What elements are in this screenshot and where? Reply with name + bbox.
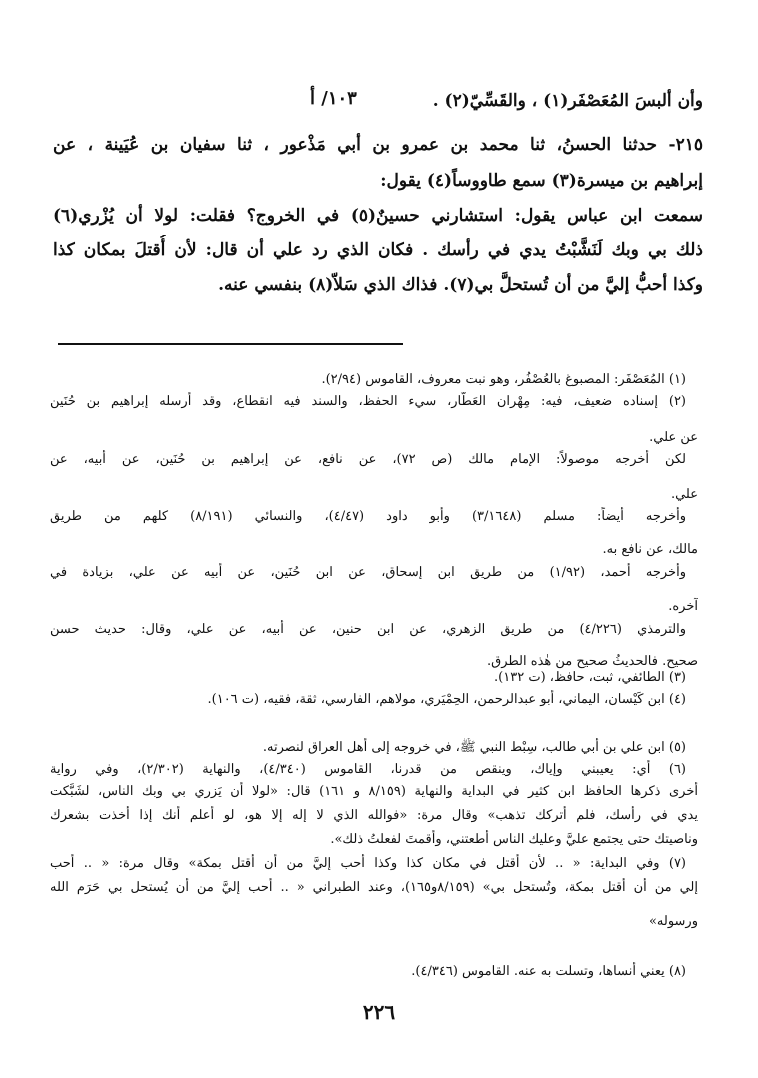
main-text-line-1: وأن ألبسَ المُعَصْفَر(١) ، والقَسِّيّ(٢) .	[432, 91, 703, 111]
footnote-2-line-7: وأخرجه أحمد، (١/٩٢) من طريق ابن إسحاق، عن ابن حُنَين، عن أبيه عن علي، بزيادة في	[50, 565, 686, 580]
footnote-8: (٨) يعني أنساها، وتسلت به عنه. القاموس (٤/٣٤٦).	[411, 964, 686, 979]
footnote-2-line-1: (٢) إسناده ضعيف، فيه: مِهْران العَطَّار، سيء الحفظ، والسند فيه انقطاع، وقد أرسله إبراهيم بن حُنَين	[50, 394, 686, 409]
footnote-5: (٥) ابن علي بن أبي طالب، سِبْط النبي ﷺ، في خروجه إلى أهل العراق لنصرته.	[262, 740, 686, 755]
main-text-line-5: ذلك بي وبك لَنَشَّبْتُ يدي في رأسك . فكان الذي رد علي أن قال: لأن أُقتلَ بمكان كذا	[53, 240, 703, 260]
page-number: ٢٢٦	[362, 1000, 396, 1024]
main-text-line-3: إبراهيم بن ميسرة(٣) سمع طاووساً(٤) يقول:	[380, 171, 703, 191]
main-text-line-2: ٢١٥- حدثنا الحسنُ، ثنا محمد بن عمرو بن أبي مَذْعور ، ثنا سفيان بن عُيَينة ، عن	[53, 135, 703, 155]
footnote-separator-rule	[58, 343, 403, 345]
folio-marker: ١٠٣/ أ	[310, 88, 357, 109]
footnote-2-line-10: صحيح. فالحديثُ صحيح من هٰذه الطرق.	[487, 654, 698, 669]
footnote-6-line-4: وناصيتك حتى يجتمع عليَّ وعليك الناس أطعتني، وأقمتَ لفعلتُ ذلك».	[330, 832, 698, 847]
footnote-2-line-9: والترمذي (٤/٢٢٦) من طريق الزهري، عن ابن حنين، عن أبيه، عن علي، وقال: حديث حسن	[50, 622, 686, 637]
main-text-line-4: سمعت ابن عباس يقول: استشارني حسينٌ(٥) في الخروج؟ فقلت: لولا أن يُزْري(٦)	[53, 206, 703, 226]
main-text-line-6: وكذا أحبُّ إليَّ من أن تُستحلَّ بي(٧). فذاك الذي سَلاّ(٨) بنفسي عنه.	[218, 275, 703, 295]
footnote-2-line-3: لكن أخرجه موصولاً: الإمام مالك (ص ٧٢)، عن نافع، عن إبراهيم بن حُنَين، عن أبيه، عن	[50, 452, 686, 467]
footnote-7-line-1: (٧) وفي البداية: « .. لأن أقتل في مكان كذا وكذا أحب إليَّ من أن أُقتل بمكة» وقال مرة: « .. أحب	[50, 856, 686, 871]
footnote-3: (٣) الطائفي، ثبت، حافظ، (ت ١٣٢).	[494, 670, 686, 685]
footnote-6-line-3: يدي في رأسك، فلم أتركك تذهب» وقال مرة: «فوالله الذي لا إله إلا هو، لو أعلم أنك إذا أخذت بشعرك	[50, 808, 698, 823]
footnote-1: (١) المُعَصْفَر: المصبوغ بالعُصْفُر، وهو نبت معروف، القاموس (٢/٩٤).	[321, 372, 686, 387]
footnote-7-line-2: إلي من أن أقتل بمكة، وتُستحل بي» (٨/١٥٩و١٦٥)، وعند الطبراني « .. أحب إليَّ من أن يُستحل بي حَرَم الله	[50, 880, 698, 895]
footnote-7-line-3: ورسوله»	[648, 914, 698, 929]
footnote-6-line-2: أخرى ذكرها الحافظ ابن كثير في البداية والنهاية (٨/١٥٩ و ١٦١) قال: «لولا أن يَزري بي وبك الناس، لشَبَّكت	[50, 784, 698, 799]
footnote-2-line-5: وأخرجه أيضاً: مسلم (٣/١٦٤٨) وأبو داود (٤/٤٧)، والنسائي (٨/١٩١) كلهم من طريق	[50, 509, 686, 524]
footnote-2-line-8: آخره.	[668, 599, 698, 614]
footnote-4: (٤) ابن كَيْسان، اليماني، أبو عبدالرحمن، الحِمْيَري، مولاهم، الفارسي، ثقة، فقيه، (ت ١٠٦).	[207, 692, 686, 707]
footnote-6-line-1: (٦) أي: يعيبني وإياك، وينقص من قدرنا، القاموس (٤/٣٤٠)، والنهاية (٢/٣٠٢)، وفي رواية	[50, 762, 686, 777]
footnote-2-line-2: عن علي.	[649, 430, 698, 445]
footnote-2-line-4: علي.	[670, 487, 698, 502]
footnote-2-line-6: مالك، عن نافع به.	[602, 542, 698, 557]
